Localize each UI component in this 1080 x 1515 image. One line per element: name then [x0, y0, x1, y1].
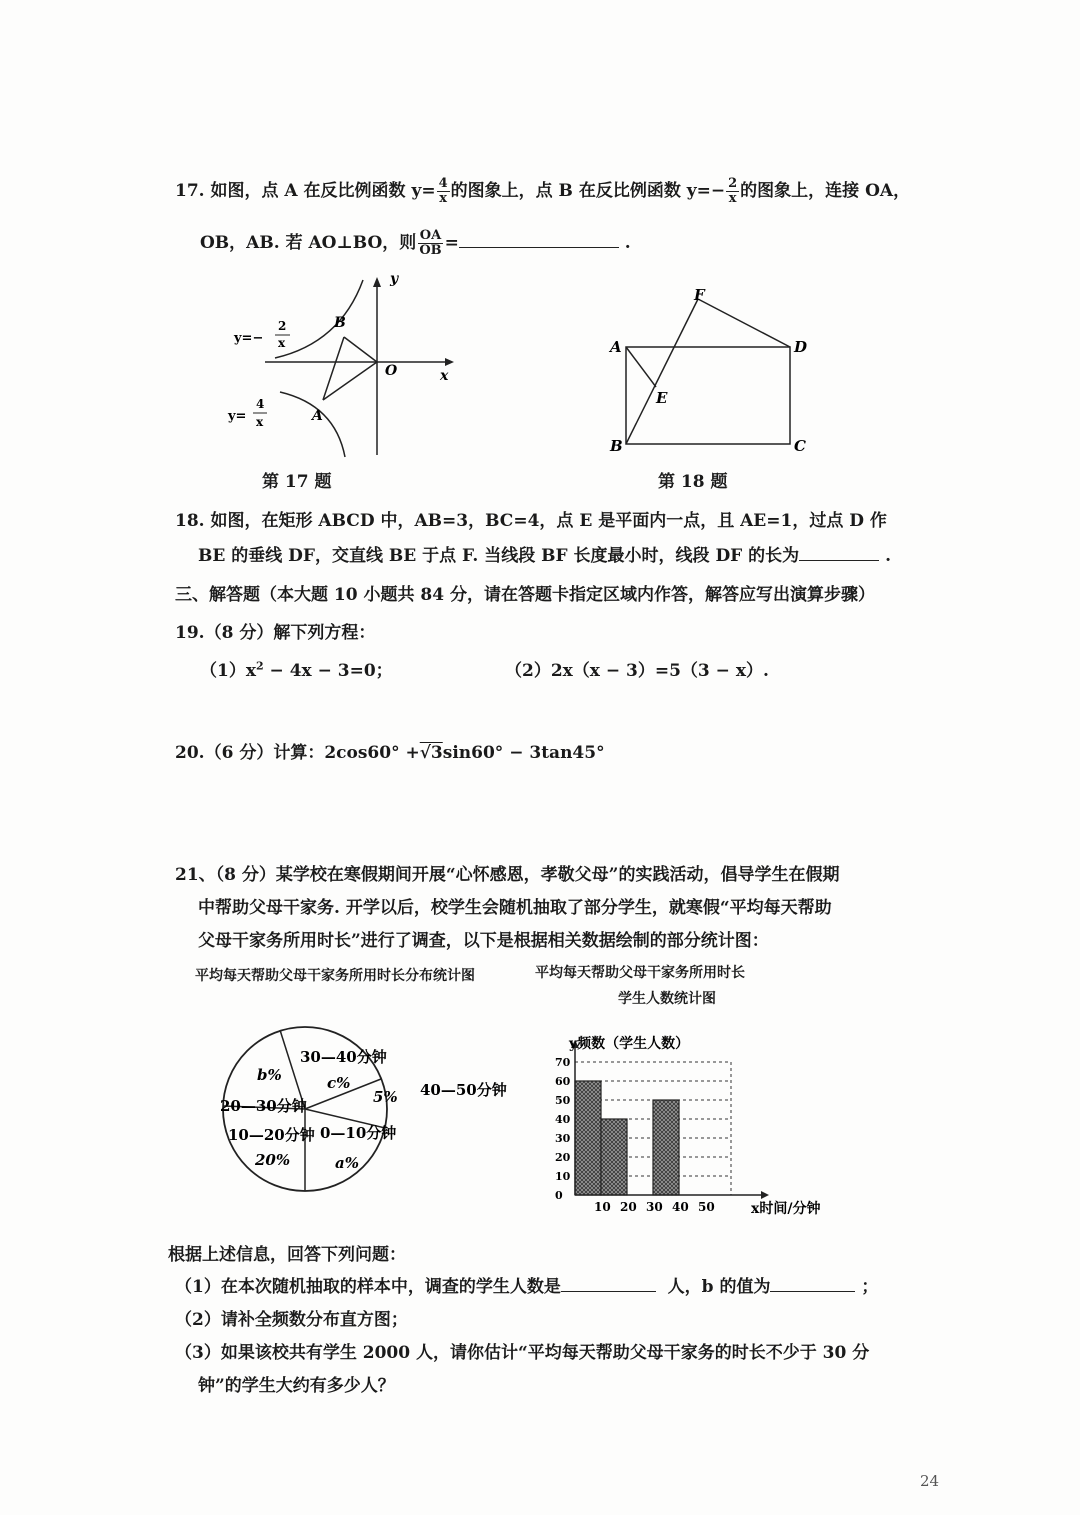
- x-tick-label: 40: [672, 1200, 689, 1214]
- figure-18-caption: 第 18 题: [658, 472, 728, 492]
- pie-slice-label: 20—30分钟: [220, 1097, 307, 1115]
- y-tick-label: 10: [555, 1170, 571, 1183]
- x-tick-label: 10: [594, 1200, 611, 1214]
- q21-sub3-line1: （3）如果该校共有学生 2000 人，请你估计“平均每天帮助父母干家务的时长不少于 30 分: [175, 1343, 870, 1363]
- hyperbola-y-4-over-x: [280, 392, 345, 457]
- q19-part2: （2）2x（x − 3）=5（3 − x）.: [505, 661, 769, 681]
- x-tick-label: 50: [698, 1200, 715, 1214]
- q21-sub2: （2）请补全频数分布直方图；: [175, 1310, 408, 1330]
- q21-line3: 父母干家务所用时长”进行了调查，以下是根据相关数据绘制的部分统计图：: [198, 931, 769, 951]
- pie-slice-value: a%: [335, 1154, 359, 1172]
- eq-bot-prefix: y=: [228, 409, 247, 424]
- figure-17-caption: 第 17 题: [262, 472, 332, 492]
- q17-line1: 17. 如图，点 A 在反比例函数 y= $\frac{4}{x}$ 的图象上，点 B 在反比例函数 y=− $\frac{2}{x}$ 的图象上，连接 OA，: [175, 176, 911, 206]
- answer-blank[interactable]: [459, 231, 619, 248]
- q21-sub3-line2: 钟”的学生大约有多少人？: [198, 1376, 395, 1396]
- pie-slice-label: 10—20分钟: [228, 1126, 315, 1144]
- pie-slice-label: 30—40分钟: [300, 1048, 387, 1066]
- y-tick-label: 50: [555, 1094, 571, 1107]
- q21-line1: 21、（8 分）某学校在寒假期间开展“心怀感恩，孝敬父母”的实践活动，倡导学生在假期: [175, 865, 840, 885]
- sqrt-3: √3: [419, 743, 443, 763]
- x-axis-title: x时间/分钟: [751, 1201, 820, 1217]
- bar-title-line1: 平均每天帮助父母干家务所用时长: [535, 965, 745, 981]
- histogram-bar: [575, 1081, 601, 1195]
- label-F: F: [694, 286, 705, 304]
- pie-slice-value: c%: [327, 1074, 351, 1092]
- label-A: A: [610, 338, 622, 356]
- pie-slice-value: 5%: [373, 1088, 398, 1106]
- label-E: E: [656, 389, 668, 407]
- x-axis-arrow: [761, 1191, 769, 1199]
- histogram-bar: [653, 1100, 679, 1195]
- label-y: y: [390, 271, 399, 287]
- y-tick-label: 20: [555, 1151, 571, 1164]
- y-axis-arrow: [373, 277, 381, 287]
- y-tick-label: 60: [555, 1075, 571, 1088]
- label-D: D: [794, 338, 808, 356]
- y-tick-label: 40: [555, 1113, 571, 1126]
- segment-DF: [698, 299, 790, 347]
- pie-chart: [215, 1010, 515, 1210]
- segment-AE: [626, 347, 656, 387]
- label-A: A: [312, 408, 323, 424]
- pie-slice-label: 0—10分钟: [320, 1124, 397, 1142]
- q20: 20.（6 分）计算：2cos60° +√3sin60° − 3tan45°: [175, 743, 605, 763]
- bar-title-line2: 学生人数统计图: [618, 991, 716, 1007]
- y-axis-title: y频数（学生人数）: [569, 1036, 690, 1052]
- figure-18: [600, 283, 820, 463]
- x-axis-arrow: [445, 358, 454, 366]
- answer-blank[interactable]: [561, 1275, 656, 1292]
- y-tick-label: 70: [555, 1056, 571, 1069]
- segment-AB: [323, 337, 344, 400]
- eq-bot-num: 4: [256, 397, 265, 411]
- figure-17: [220, 265, 460, 465]
- pie-slice-label: 40—50分钟: [420, 1081, 507, 1099]
- q18-line1: 18. 如图，在矩形 ABCD 中，AB=3，BC=4，点 E 是平面内一点，且 AE=1，过点 D 作: [175, 511, 887, 531]
- x-tick-label: 30: [646, 1200, 663, 1214]
- fraction: $\frac{OA}{OB}$: [419, 228, 442, 258]
- q21-after: 根据上述信息，回答下列问题：: [168, 1245, 406, 1265]
- eq-top-prefix: y=−: [234, 331, 264, 346]
- q18-line2: BE 的垂线 DF，交直线 BE 于点 F. 当线段 BF 长度最小时，线段 DF 的长为 .: [198, 546, 892, 566]
- label-C: C: [794, 437, 806, 455]
- fraction: $\frac{2}{x}$: [728, 176, 738, 206]
- line-BF: [626, 299, 698, 444]
- label-O: O: [385, 363, 398, 379]
- histogram-bar: [601, 1119, 627, 1195]
- pie-slice-value: 20%: [255, 1151, 291, 1169]
- segment-OB: [344, 337, 377, 362]
- label-B: B: [334, 315, 346, 331]
- label-B: B: [610, 437, 623, 455]
- x-tick-label: 20: [620, 1200, 637, 1214]
- pie-slice-value: b%: [257, 1066, 282, 1084]
- q17-line2: OB，AB. 若 AO⊥BO，则 $\frac{OA}{OB}$ = .: [200, 228, 631, 258]
- y-tick-label: 30: [555, 1132, 571, 1145]
- pie-title: 平均每天帮助父母干家务所用时长分布统计图: [195, 968, 475, 984]
- answer-blank[interactable]: [799, 544, 879, 561]
- y-tick-label: 0: [555, 1189, 563, 1202]
- eq-top-den: x: [278, 336, 286, 350]
- q19-part1: $(1)x^2 - 4x - 3=0$；: [200, 659, 393, 681]
- q21-line2: 中帮助父母干家务. 开学以后，校学生会随机抽取了部分学生，就寒假“平均每天帮助: [198, 898, 832, 918]
- fraction: $\frac{4}{x}$: [438, 176, 448, 206]
- label-x: x: [440, 368, 449, 384]
- q21-sub1: （1）在本次随机抽取的样本中，调查的学生人数是 人，b 的值为 ；: [175, 1277, 879, 1297]
- q19-title: 19.（8 分）解下列方程：: [175, 623, 376, 643]
- section-heading: 三、解答题（本大题 10 小题共 84 分，请在答题卡指定区域内作答，解答应写出演算步骤）: [175, 585, 875, 605]
- histogram: [540, 1030, 820, 1220]
- hyperbola-y-neg-2-over-x: [275, 280, 363, 358]
- page-number: 24: [920, 1472, 940, 1490]
- segment-OA: [323, 362, 377, 400]
- eq-bot-den: x: [256, 415, 264, 429]
- answer-blank[interactable]: [770, 1275, 855, 1292]
- eq-top-num: 2: [278, 319, 287, 333]
